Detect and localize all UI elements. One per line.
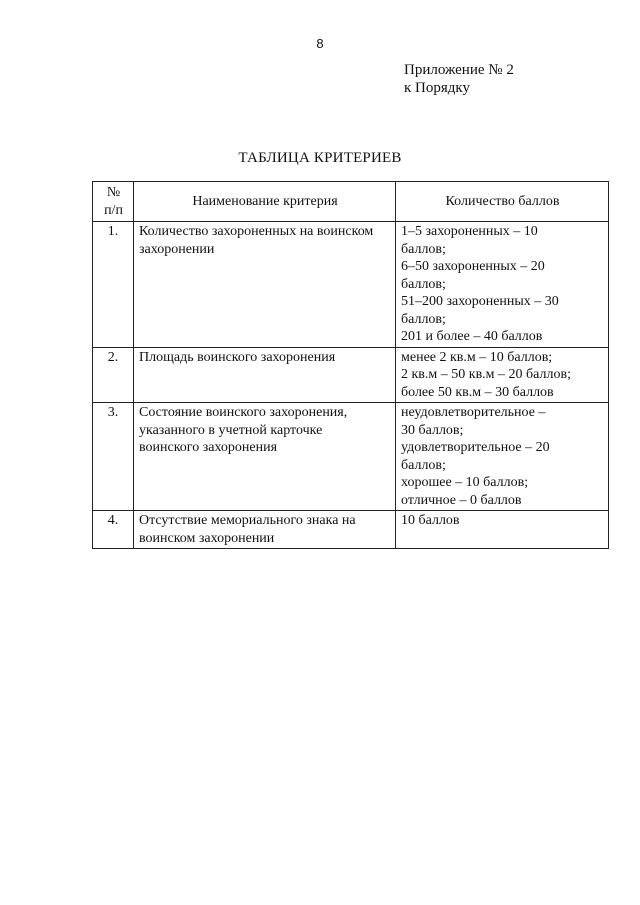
table-row (93, 403, 609, 511)
row-number: 3. (93, 403, 134, 511)
criterion-name: Отсутствие мемориального знака на воинском захоронении (134, 511, 396, 549)
row-number: 2. (93, 347, 134, 403)
table-row (93, 347, 609, 403)
table-header-row (93, 182, 609, 222)
appendix-line: Приложение № 2 (404, 62, 514, 78)
table-row (93, 222, 609, 348)
header-number: № п/п (93, 182, 134, 222)
appendix-reference (404, 61, 514, 97)
page-number: 8 (316, 36, 324, 51)
appendix-line: к Порядку (404, 80, 470, 96)
criterion-points: 1–5 захороненных – 10 баллов; 6–50 захороненных – 20 баллов; 51–200 захороненных – 30 баллов; 201 и более – 40 баллов (396, 222, 609, 348)
header-criterion-name: Наименование критерия (134, 182, 396, 222)
document-title: ТАБЛИЦА КРИТЕРИЕВ (238, 150, 402, 166)
criterion-name: Состояние воинского захоронения, указанного в учетной карточке воинского захоронения (134, 403, 396, 511)
table-row (93, 511, 609, 549)
criterion-name: Количество захороненных на воинском захоронении (134, 222, 396, 348)
row-number: 4. (93, 511, 134, 549)
criteria-table (92, 181, 609, 549)
header-points: Количество баллов (396, 182, 609, 222)
criterion-name: Площадь воинского захоронения (134, 347, 396, 403)
criterion-points: менее 2 кв.м – 10 баллов; 2 кв.м – 50 кв.м – 20 баллов; более 50 кв.м – 30 баллов (396, 347, 609, 403)
criterion-points: 10 баллов (396, 511, 609, 549)
row-number: 1. (93, 222, 134, 348)
criterion-points: неудовлетворительное – 30 баллов; удовлетворительное – 20 баллов; хорошее – 10 баллов; отличное – 0 баллов (396, 403, 609, 511)
